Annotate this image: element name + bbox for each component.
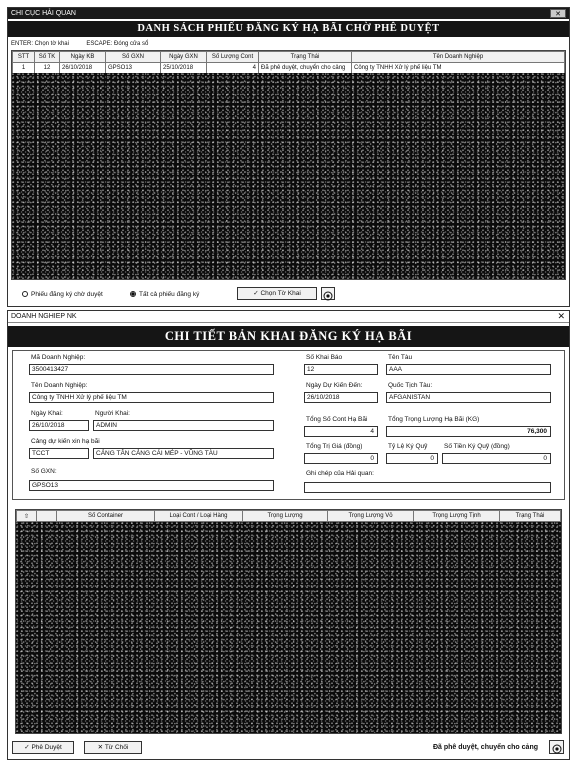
- field-ten-tau[interactable]: AAA: [386, 364, 551, 375]
- col-header-blank: [37, 511, 57, 522]
- col-header[interactable]: Số GXN: [106, 52, 161, 63]
- label-nguoi-khai: Người Khai:: [95, 410, 130, 417]
- field-so-gxn[interactable]: GPSO13: [29, 480, 274, 491]
- detail-form: [12, 350, 565, 500]
- label-ghi-chep: Ghi chép của Hải quan:: [306, 470, 374, 477]
- radio-all[interactable]: [130, 290, 199, 300]
- approval-table-area: [11, 50, 566, 280]
- label-ten-tau: Tên Tàu: [388, 354, 413, 361]
- radio-pending-label: Phiếu đăng ký chờ duyệt: [31, 291, 103, 298]
- close-icon[interactable]: ✕: [557, 311, 565, 321]
- approval-table: [12, 51, 565, 74]
- field-quoc-tich[interactable]: AFGANISTAN: [386, 392, 551, 403]
- label-ma-dn: Mã Doanh Nghiệp:: [31, 354, 86, 361]
- exit-button[interactable]: [549, 740, 564, 754]
- field-so-tien-ky-quy[interactable]: 0: [442, 453, 551, 464]
- window-titlebar: [8, 8, 569, 19]
- cell-so-luong-cont: 4: [207, 63, 259, 74]
- table-row[interactable]: [13, 63, 565, 74]
- label-ngay-du-kien: Ngày Dự Kiến Đến:: [306, 382, 363, 389]
- label-quoc-tich: Quốc Tịch Tàu:: [388, 382, 433, 389]
- field-ty-le-ky-quy[interactable]: 0: [386, 453, 438, 464]
- cross-icon: ✕: [97, 744, 105, 751]
- keyboard-hints: [11, 39, 311, 49]
- label-tong-tri-gia: Tổng Trị Giá (đồng): [306, 443, 363, 450]
- approval-status-text: Đã phê duyệt, chuyển cho cảng: [432, 744, 538, 751]
- table-empty-area: [12, 73, 565, 279]
- field-ghi-chep[interactable]: [304, 482, 551, 493]
- sort-arrow-icon[interactable]: ⇧: [23, 513, 30, 520]
- approve-button-label: Phê Duyệt: [31, 744, 62, 751]
- col-header[interactable]: Ngày KB: [60, 52, 106, 63]
- label-ten-dn: Tên Doanh Nghiệp:: [31, 382, 88, 389]
- col-header[interactable]: Tên Doanh Nghiệp: [352, 52, 565, 63]
- col-header[interactable]: Loại Cont / Loại Hàng: [155, 511, 243, 522]
- field-ngay-du-kien[interactable]: 26/10/2018: [304, 392, 378, 403]
- hint-enter: ENTER: Chọn tờ khai: [11, 41, 69, 47]
- col-header[interactable]: STT: [13, 52, 35, 63]
- col-header[interactable]: Số TK: [35, 52, 60, 63]
- checkmark-icon: ✓: [253, 290, 261, 297]
- label-tong-cont: Tổng Số Cont Hạ Bãi: [306, 416, 368, 423]
- container-table-area: [15, 509, 562, 734]
- hint-escape: ESCAPE: Đóng cửa sổ: [86, 41, 149, 47]
- field-nguoi-khai[interactable]: ADMIN: [93, 420, 274, 431]
- cell-ten-dn: Công ty TNHH Xử lý phế liệu TM: [352, 63, 565, 74]
- col-header[interactable]: Ngày GXN: [161, 52, 207, 63]
- field-cang-code[interactable]: TCCT: [29, 448, 89, 459]
- label-tong-trong-luong: Tổng Trọng Lượng Hạ Bãi (KG): [388, 416, 480, 423]
- radio-all-label: Tất cả phiếu đăng ký: [139, 291, 200, 298]
- container-table-empty-area: [16, 522, 561, 733]
- radio-pending-icon[interactable]: [22, 291, 28, 297]
- approval-list-window: [7, 7, 570, 307]
- field-ten-dn[interactable]: Công ty TNHH Xử lý phế liệu TM: [29, 392, 274, 403]
- window-title: CHI CỤC HẢI QUAN: [11, 10, 76, 17]
- power-icon: [323, 291, 333, 301]
- radio-all-icon[interactable]: [130, 291, 136, 297]
- reject-button-label: Từ Chối: [104, 744, 129, 751]
- cell-ngay-kb: 26/10/2018: [60, 63, 106, 74]
- label-so-tien-ky-quy: Số Tiền Ký Quỹ (đồng): [444, 443, 510, 450]
- field-tong-tri-gia[interactable]: 0: [304, 453, 378, 464]
- select-declaration-button[interactable]: [237, 287, 317, 300]
- checkmark-icon: ✓: [24, 744, 32, 751]
- col-header[interactable]: Số Lượng Cont: [207, 52, 259, 63]
- declaration-detail-window: [7, 310, 570, 760]
- exit-button[interactable]: [321, 287, 335, 300]
- field-so-khai-bao[interactable]: 12: [304, 364, 378, 375]
- cell-so-gxn: GPSO13: [106, 63, 161, 74]
- label-cang: Cảng dự kiến xin hạ bãi: [31, 438, 100, 445]
- list-heading: DANH SÁCH PHIẾU ĐĂNG KÝ HẠ BÃI CHỜ PHÊ DUYỆT: [8, 21, 569, 37]
- cell-trang-thai: Đã phê duyệt, chuyển cho cảng: [259, 63, 352, 74]
- window-title: DOANH NGHIEP NK: [11, 313, 77, 320]
- label-ty-le-ky-quy: Tỷ Lệ Ký Quỹ: [388, 443, 428, 450]
- col-header[interactable]: Trạng Thái: [500, 511, 561, 522]
- sort-cell[interactable]: [17, 511, 37, 522]
- col-header[interactable]: Số Container: [57, 511, 155, 522]
- approve-button[interactable]: [12, 741, 74, 754]
- field-cang-name[interactable]: CẢNG TÂN CẢNG CÁI MÉP - VŨNG TÀU: [93, 448, 274, 459]
- label-so-gxn: Số GXN:: [31, 468, 57, 475]
- container-table: [16, 510, 561, 522]
- select-button-label: Chọn Tờ Khai: [260, 290, 301, 297]
- detail-heading: CHI TIẾT BẢN KHAI ĐĂNG KÝ HẠ BÃI: [8, 326, 569, 347]
- field-ma-dn[interactable]: 3500413427: [29, 364, 274, 375]
- col-header[interactable]: Trạng Thái: [259, 52, 352, 63]
- col-header[interactable]: Trọng Lượng: [243, 511, 328, 522]
- cell-ngay-gxn: 25/10/2018: [161, 63, 207, 74]
- window-titlebar: [8, 311, 569, 323]
- label-so-khai-bao: Số Khai Báo: [306, 354, 343, 361]
- field-tong-cont[interactable]: 4: [304, 426, 378, 437]
- cell-so-tk: 12: [35, 63, 60, 74]
- power-icon: [552, 744, 562, 754]
- approval-table-header: [13, 52, 565, 63]
- label-ngay-khai: Ngày Khai:: [31, 410, 63, 417]
- col-header[interactable]: Trọng Lượng Tịnh: [414, 511, 500, 522]
- radio-pending[interactable]: [22, 290, 103, 300]
- reject-button[interactable]: [84, 741, 142, 754]
- cell-stt: 1: [13, 63, 35, 74]
- field-tong-trong-luong[interactable]: 76,300: [386, 426, 551, 437]
- field-ngay-khai[interactable]: 26/10/2018: [29, 420, 89, 431]
- close-icon[interactable]: ✕: [550, 9, 566, 18]
- col-header[interactable]: Trọng Lượng Vỏ: [328, 511, 414, 522]
- container-table-header: [17, 511, 561, 522]
